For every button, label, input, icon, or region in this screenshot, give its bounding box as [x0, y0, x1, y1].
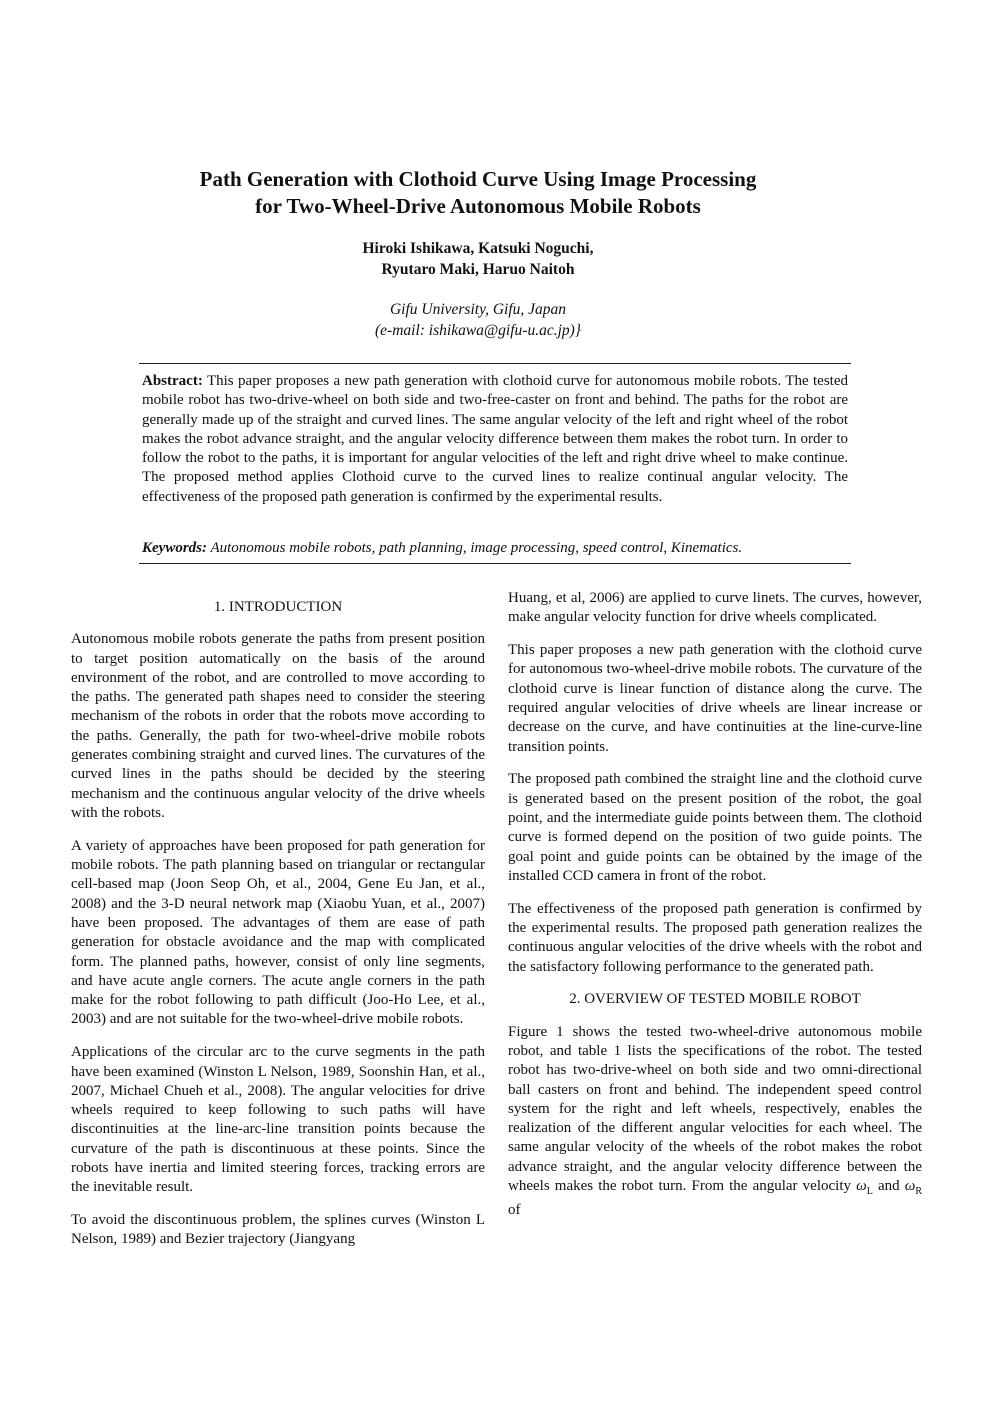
title-line-1: Path Generation with Clothoid Curve Using Image Processing — [199, 167, 757, 191]
paragraph: The proposed path combined the straight line and the clothoid curve is generated based on the present position of the robot, the goal point, and the intermediate guide points between them. The clothoid curve is formed depend on the position of two guide points. The goal point and guide points can be obtained by the image of the installed CCD camera in front of the robot. — [508, 771, 922, 884]
affiliation: Gifu University, Gifu, Japan — [389, 301, 567, 318]
paragraph-text: Figure 1 shows the tested two-wheel-drive autonomous mobile robot, and table 1 lists the specifications of the robot. The tested robot has two-drive-wheel on both side and two omni-directional ball casters on front and behind. The independent speed control system for the right and left wheels, respectively, enables the realization of the different angular velocities for each wheel. The same angular velocity of the wheels of the robot makes the robot advance straight, and the angular velocity difference between the wheels makes the robot turn. From the angular velocity — [508, 1023, 922, 1195]
abstract-label: Abstract: — [142, 373, 203, 389]
right-column — [508, 589, 922, 1234]
subscript-l: L — [866, 1186, 873, 1198]
section-heading-introduction: 1. INTRODUCTION — [213, 599, 343, 615]
abstract-text: This paper proposes a new path generation with clothoid curve for autonomous mobile robots. The tested mobile robot has two-drive-wheel on both side and two-free-caster on front and behind. The paths for the robot are generally made up of the straight and curved lines. The same angular velocity of the left and right wheel of the robot makes the robot advance straight, and the angular velocity difference between them makes the robot turn. In order to follow the robot to the paths, it is important for angular velocities of the left and right drive wheel to make continue. The proposed method applies Clothoid curve to the curved lines to realize continual angular velocity. The effectiveness of the proposed path generation is confirmed by the experimental results. — [142, 373, 848, 505]
left-column — [71, 589, 485, 1263]
title-line-2: for Two-Wheel-Drive Autonomous Mobile Robots — [255, 194, 701, 218]
authors-line-2: Ryutaro Maki, Haruo Naitoh — [381, 261, 575, 278]
abstract-top-rule — [139, 363, 851, 364]
paragraph: Applications of the circular arc to the curve segments in the path have been examined (Winston L Nelson, 1989, Soonshin Han, et al., 2007, Michael Chueh et al., 2008). The angular velocities for drive wheels required to keep following to such paths will have discontinuities at the line-arc-line transition points because the curvature of the path is discontinuous at these points. Since the robots have inertia and limited steering forces, tracking errors are the inevitable result. — [71, 1044, 485, 1196]
omega-symbol: ω — [904, 1178, 916, 1195]
authors-line-1: Hiroki Ishikawa, Katsuki Noguchi, — [362, 240, 594, 257]
paragraph: A variety of approaches have been proposed for path generation for mobile robots. The path planning based on triangular or rectangular cell-based map (Joon Seop Oh, et al., 2004, Gene Eu Jan, et al., 2008) and the 3-D neural network map (Xiaobu Yuan, et al., 2007) have been proposed. The advantages of them are ease of path generation for obstacle avoidance and the map with complicated form. The planned paths, however, consist of only line segments, and have acute angle corners. The acute angle corners in the path make for the robot following to path difficult (Joo-Ho Lee, et al., 2003) and are not suitable for the two-wheel-drive mobile robots. — [71, 837, 485, 1028]
omega-symbol: ω — [856, 1178, 867, 1195]
paper-title — [100, 166, 856, 220]
abstract-bottom-rule — [139, 563, 851, 564]
author-list — [100, 238, 856, 280]
keywords — [142, 538, 848, 558]
section-heading-overview: 2. OVERVIEW OF TESTED MOBILE ROBOT — [569, 991, 861, 1008]
abstract — [142, 372, 848, 507]
paragraph: To avoid the discontinuous problem, the splines curves (Winston L Nelson, 1989) and Bezier trajectory (Jiangyang — [71, 1212, 485, 1248]
subscript-r: R — [915, 1186, 922, 1198]
of-text: of — [508, 1202, 521, 1219]
affiliation-block — [100, 299, 856, 341]
keywords-text: Autonomous mobile robots, path planning, image processing, speed control, Kinematics. — [207, 540, 743, 556]
and-text: and — [872, 1178, 905, 1195]
paragraph: This paper proposes a new path generation with the clothoid curve for autonomous two-wheel-drive mobile robots. The curvature of the clothoid curve is linear function of distance along the curve. The required angular velocities of drive wheels are linear increase or decrease on the curve, and have continuities at the line-curve-line transition points. — [508, 642, 922, 755]
email: (e-mail: ishikawa@gifu-u.ac.jp)} — [375, 322, 581, 339]
paragraph: Huang, et al, 2006) are applied to curve linets. The curves, however, make angular velocity function for drive wheels complicated. — [508, 590, 922, 626]
keywords-label: Keywords: — [142, 540, 207, 556]
paragraph: Autonomous mobile robots generate the paths from present position to target position automatically on the basis of the around environment of the robot, and are controlled to move according to the paths. The generated path shapes need to consider the steering mechanism of the robots in order that the robots move according to the paths. Generally, the path for two-wheel-drive mobile robots generates combining straight and curved lines. The curvatures of the curved lines in the paths should be decided by the steering mechanism and the continuous angular velocity of the drive wheels with the robots. — [71, 631, 485, 821]
paragraph — [508, 1023, 922, 1221]
paragraph: The effectiveness of the proposed path generation is confirmed by the experimental results. The proposed path generation realizes the continuous angular velocities of the drive wheels with the robot and the satisfactory following performance to the generated path. — [508, 900, 922, 975]
